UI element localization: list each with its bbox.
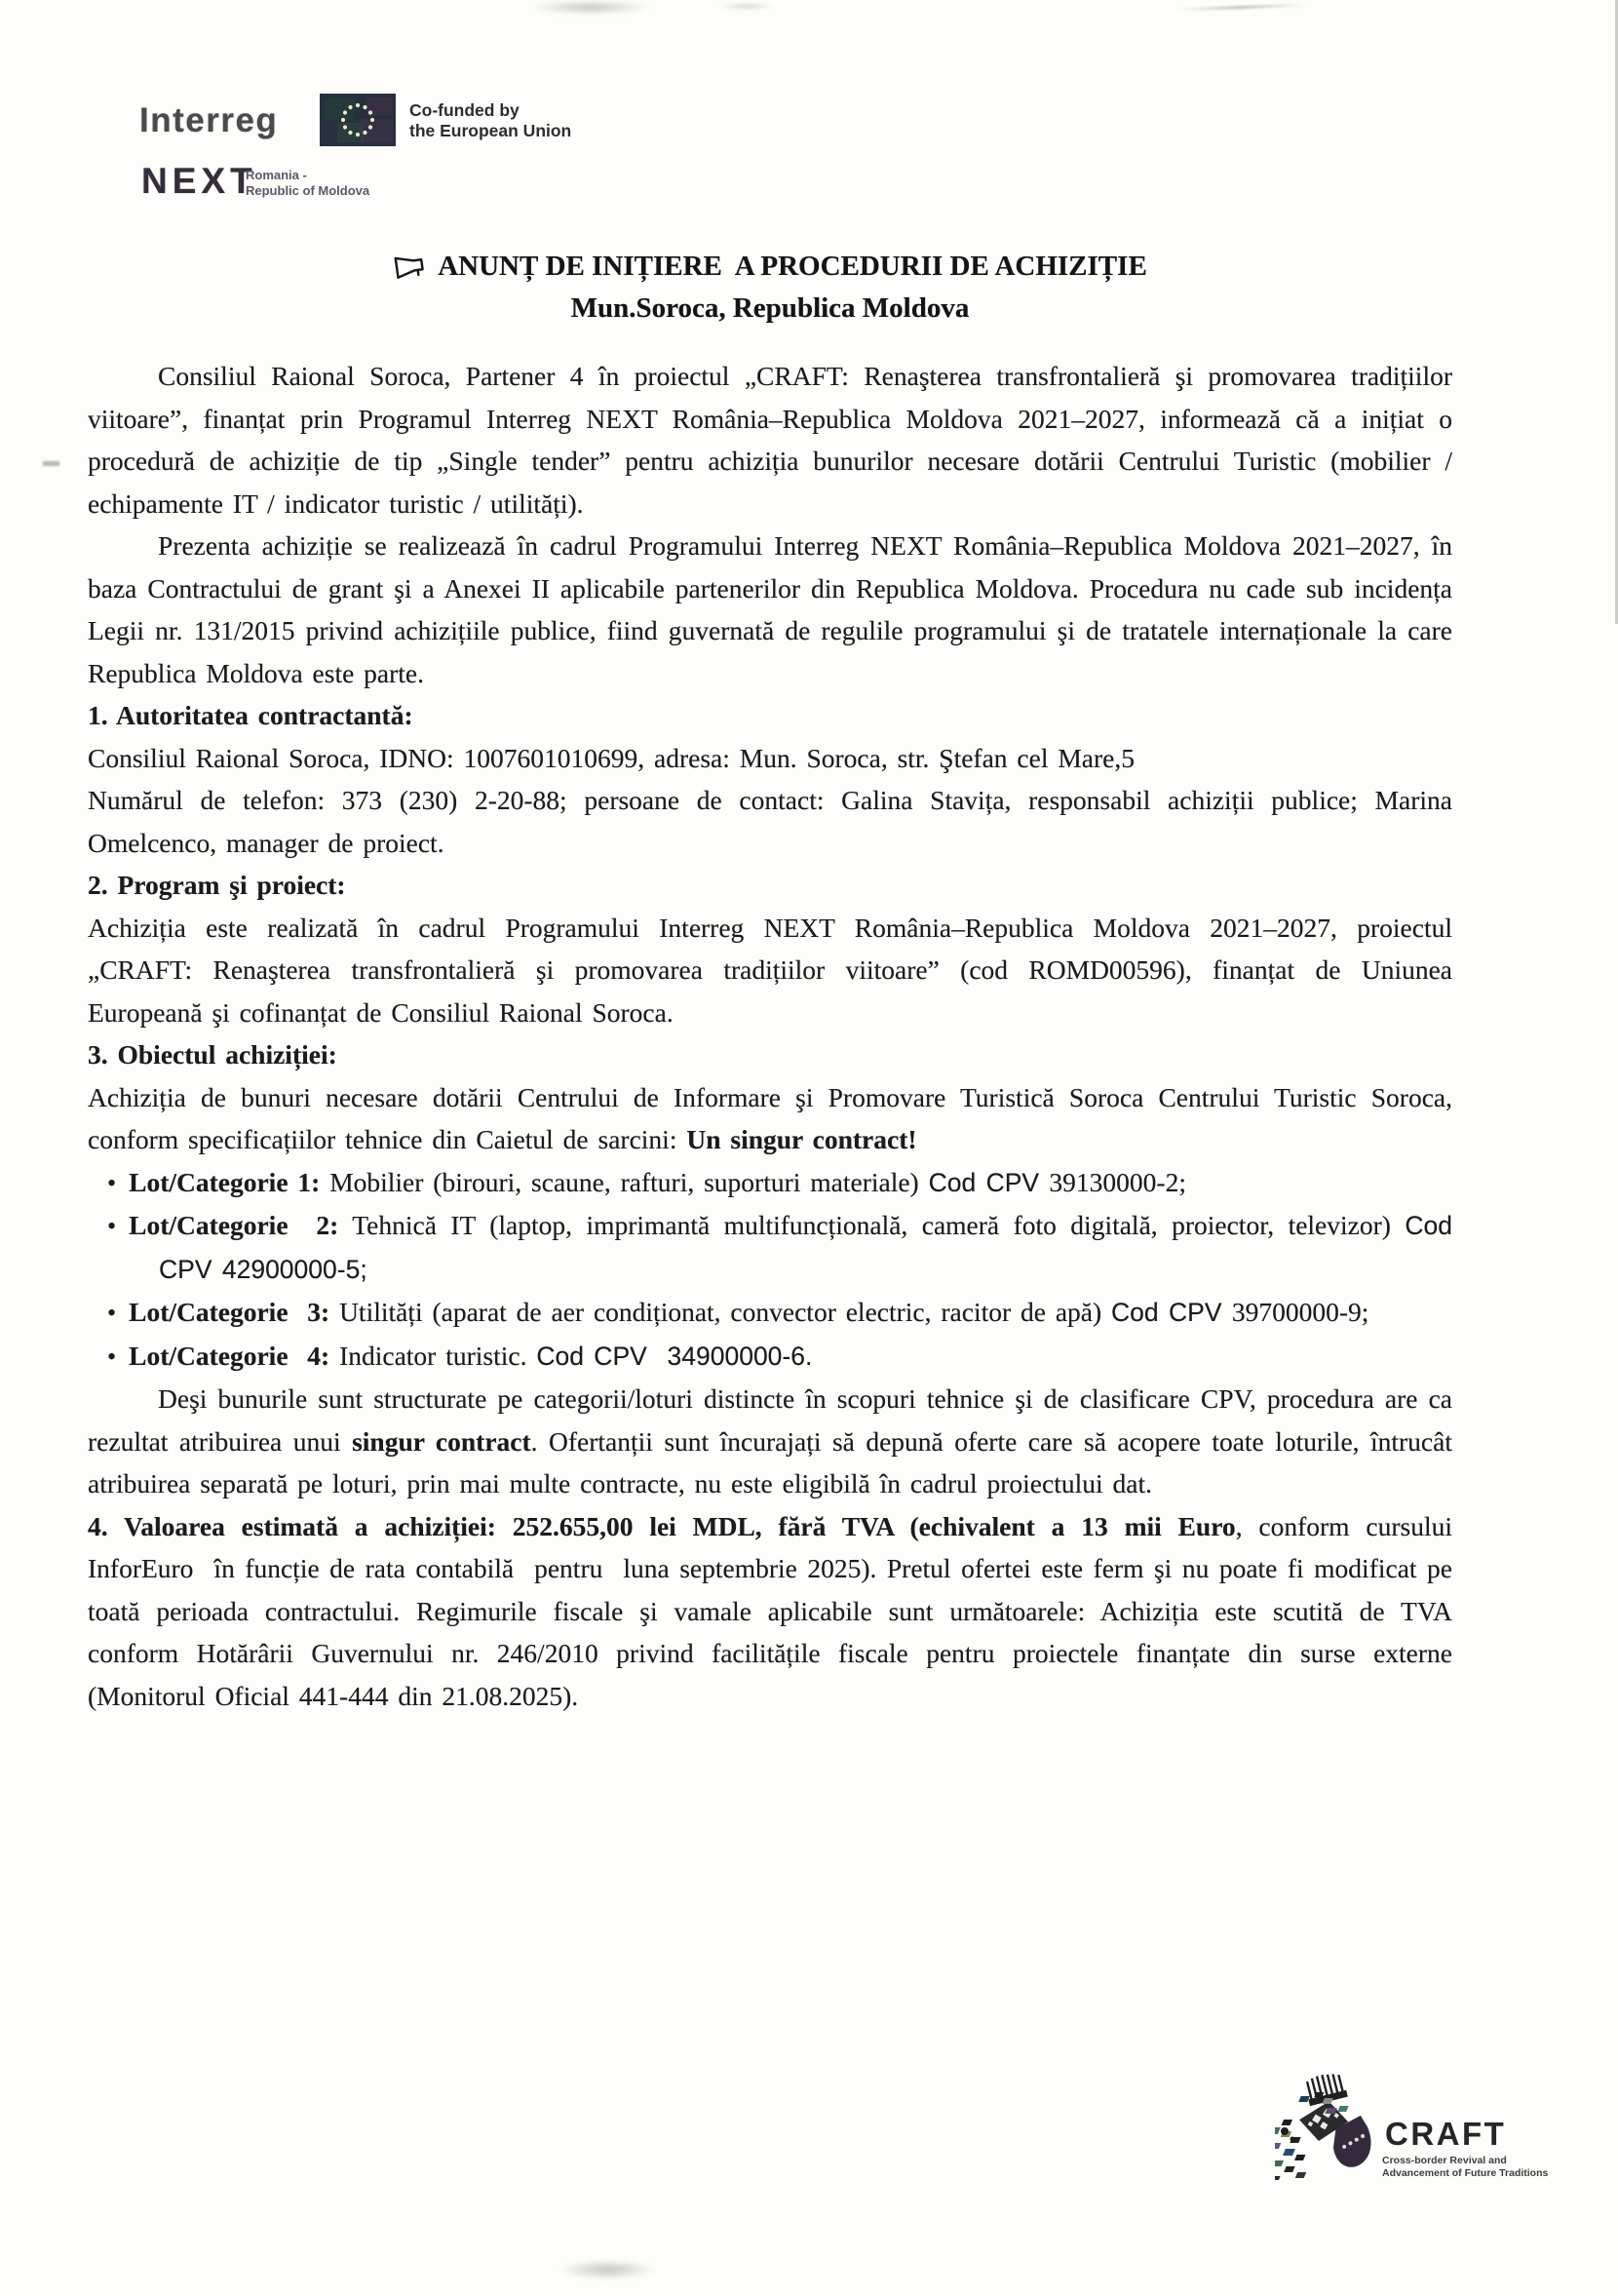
title-text: ANUNȚ DE INIȚIERE A PROCEDURII DE ACHIZIȚIE (438, 251, 1147, 282)
interreg-next-logo: NEXT (141, 161, 257, 201)
eu-cofunded-caption (409, 100, 571, 141)
program-line2: Republic of Moldova (246, 182, 370, 198)
paragraph: Deşi bunurile sunt structurate pe categorii/loturi distincte în scopuri tehnice şi de clasificare CPV, procedura are ca rezultat atribuirea unui singur contract. Ofertanții sunt încurajați să depună oferte care să acopere toate loturile, întrucât atribuirea separată pe loturi, prin mai multe contracte, nu este eligibilă în cadrul proiectului dat. (88, 1383, 1452, 1498)
bullet-item: • Lot/Categorie 3: Utilități (aparat de aer condiționat, convector electric, racitor de apă) Cod CPV 39700000-9; (107, 1297, 1369, 1327)
megaphone-icon (393, 251, 428, 280)
scan-artifact (43, 461, 59, 466)
paragraph: Achiziția de bunuri necesare dotării Centrului de Informare şi Promovare Turistică Soroca Centrului Turistic Soroca, conform specificațiilor tehnice din Caietul de sarcini: Un singur contract! (88, 1081, 1452, 1154)
craft-logo-art (1275, 2069, 1392, 2191)
bullet-dot: • (107, 1299, 130, 1327)
paragraph: Consiliul Raional Soroca, Partener 4 în proiectul „CRAFT: Renaşterea transfrontalieră şi promovarea tradițiilor viitoare”, finanțat prin Programul Interreg NEXT România–Republica Moldova 2021–2027, informează că a inițiat o procedură de achiziție de tip „Single tender” pentru achiziția bunurilor necesare dotării Centrului Turistic (mobilier / echipamente IT / indicator turistic / utilități). (88, 361, 1452, 519)
scan-artifact (718, 2, 775, 11)
interreg-logo: Interreg (139, 101, 279, 139)
title-subtitle: Mun.Soroca, Republica Moldova (570, 292, 970, 324)
document-body (88, 355, 1452, 1717)
bullet-item: • Lot/Categorie 4: Indicator turistic. Cod CPV 34900000-6. (107, 1340, 813, 1371)
paragraph: Prezenta achiziție se realizează în cadrul Programului Interreg NEXT România–Republica Moldova 2021–2027, în baza Contractului de grant şi a Anexei II aplicabile partenerilor din Republica Moldova. Procedura nu cade sub incidența Legii nr. 131/2015 privind achizițiile publice, fiind guvernată de regulile programului şi de tratatele internaționale la care Republica Moldova este parte. (88, 530, 1452, 688)
craft-tagline-line1: Cross-border Revival and (1382, 2155, 1507, 2166)
eu-caption-line2: the European Union (409, 121, 572, 140)
bullet-dot: • (107, 1342, 130, 1371)
scan-artifact (1177, 4, 1306, 12)
scan-artifact (560, 2260, 654, 2279)
bullet-item: • Lot/Categorie 2: Tehnică IT (laptop, imprimantă multifuncțională, cameră foto digitală, proiector, televizor) Cod CPV 42900000-5; (107, 1210, 1452, 1284)
eu-caption-line1: Co-funded by (409, 100, 520, 120)
document-title (88, 246, 1452, 330)
paragraph: 4. Valoarea estimată a achiziției: 252.655,00 lei MDL, fără TVA (echivalent a 13 mii Euro, conform cursului InforEuro în funcție de rata contabilă pentru luna septembrie 2025). Pretul ofertei este ferm şi nu poate fi modificat pe toată perioada contractului. Regimurile fiscale şi vamale aplicabile sunt următoarele: Achiziția este scutită de TVA conform Hotărârii Guvernului nr. 246/2010 privind facilitățile fiscale pentru proiectele finanțate din surse externe (Monitorul Oficial 441-444 din 21.08.2025). (88, 1510, 1452, 1711)
bullet-item: • Lot/Categorie 1: Mobilier (birouri, scaune, rafturi, suporturi materiale) Cod CPV 39130000-2; (107, 1166, 1186, 1197)
paragraph: Consiliul Raional Soroca, IDNO: 1007601010699, adresa: Mun. Soroca, str. Ştefan cel Mare,5 (88, 742, 1135, 773)
craft-logo-tagline (1382, 2155, 1562, 2179)
program-line1: Romania - (246, 168, 307, 182)
craft-logo (1275, 2069, 1567, 2205)
section-heading: 2. Program şi proiect: (88, 870, 346, 900)
program-name (246, 168, 369, 198)
eu-flag-icon (320, 94, 396, 146)
paragraph: Numărul de telefon: 373 (230) 2-20-88; persoane de contact: Galina Stavița, responsabil achiziții publice; Marina Omelcenco, manager de proiect. (88, 785, 1452, 858)
title-line1 (88, 246, 1452, 288)
paragraph: Achiziția este realizată în cadrul Programului Interreg NEXT România–Republica Moldova 2021–2027, proiectul „CRAFT: Renaşterea transfrontalieră şi promovarea tradițiilor viitoare” (cod ROMD00596), finanțat de Uniunea Europeană şi cofinanțat de Consiliul Raional Soroca. (88, 912, 1452, 1028)
scan-artifact (531, 0, 650, 15)
craft-tagline-line2: Advancement of Future Traditions (1382, 2166, 1549, 2179)
craft-logo-name: CRAFT (1385, 2116, 1507, 2152)
bullet-dot: • (107, 1212, 130, 1240)
section-heading: 1. Autoritatea contractantă: (88, 700, 413, 730)
bullet-dot: • (107, 1168, 130, 1197)
section-heading: 3. Obiectul achiziției: (88, 1039, 337, 1070)
